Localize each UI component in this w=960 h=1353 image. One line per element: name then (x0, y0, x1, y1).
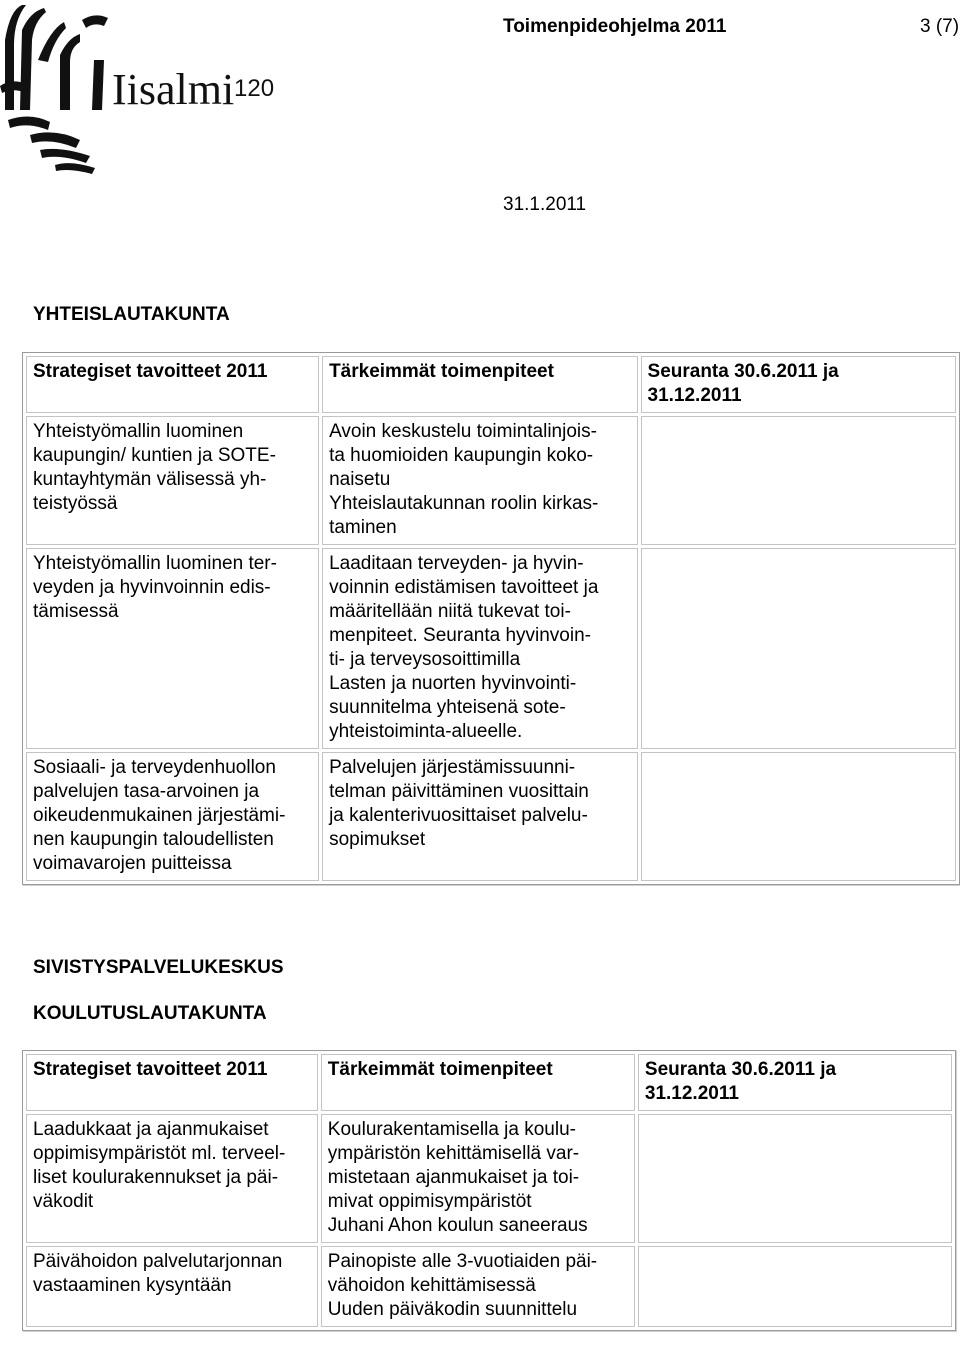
svg-text:120: 120 (234, 75, 275, 102)
page-number: 3 (7) (920, 16, 960, 37)
table-row (26, 1114, 952, 1243)
followup-cell (641, 548, 956, 749)
table-row (26, 1246, 952, 1327)
column-header-actions: Tärkeimmät toimenpiteet (322, 356, 637, 413)
followup-cell (641, 416, 956, 545)
goal-cell: Yhteistyömallin luominen kaupungin/ kuntien ja SOTE- kuntayhtymän välisessä yh- teistyössä (26, 416, 319, 545)
goal-cell: Yhteistyömallin luominen ter- veyden ja hyvinvoinnin edis- tämisessä (26, 548, 319, 749)
table-header-row (26, 356, 956, 413)
document-date: 31.1.2011 (503, 194, 587, 215)
column-header-followup: Seuranta 30.6.2011 ja 31.12.2011 (638, 1054, 952, 1111)
city-logo (0, 0, 278, 178)
section-title-yhteislautakunta: YHTEISLAUTAKUNTA (33, 304, 230, 325)
koulutuslautakunta-table (22, 1050, 956, 1331)
actions-cell: Avoin keskustelu toimintalinjois- ta huomioiden kaupungin koko- naisetu Yhteislautakunnan roolin kirkas- taminen (322, 416, 637, 545)
section-subtitle-koulutuslautakunta: KOULUTUSLAUTAKUNTA (33, 1003, 267, 1024)
goal-cell: Päivähoidon palvelutarjonnan vastaaminen kysyntään (26, 1246, 318, 1327)
document-title: Toimenpideohjelma 2011 (503, 16, 727, 37)
column-header-actions: Tärkeimmät toimenpiteet (321, 1054, 635, 1111)
table-header-row (26, 1054, 952, 1111)
followup-cell (638, 1246, 952, 1327)
actions-cell: Painopiste alle 3-vuotiaiden päi- vähoidon kehittämisessä Uuden päiväkodin suunnittelu (321, 1246, 635, 1327)
svg-text:Iisalmi: Iisalmi (112, 65, 235, 114)
column-header-followup: Seuranta 30.6.2011 ja 31.12.2011 (641, 356, 956, 413)
section-title-sivistyspalvelukeskus: SIVISTYSPALVELUKESKUS (33, 957, 284, 978)
column-header-goals: Strategiset tavoitteet 2011 (26, 356, 319, 413)
actions-cell: Laaditaan terveyden- ja hyvin- voinnin edistämisen tavoitteet ja määritellään niitä tukevat toi- menpiteet. Seuranta hyvinvoin- ti- ja terveysosoittimilla Lasten ja nuorten hyvinvointi- suunnitelma yhteisenä sote- yhteistoiminta-alueelle. (322, 548, 637, 749)
yhteislautakunta-table (22, 352, 960, 885)
followup-cell (638, 1114, 952, 1243)
table-row (26, 752, 956, 881)
goal-cell: Sosiaali- ja terveydenhuollon palvelujen tasa-arvoinen ja oikeudenmukainen järjestämi- nen kaupungin taloudellisten voimavarojen puitteissa (26, 752, 319, 881)
column-header-goals: Strategiset tavoitteet 2011 (26, 1054, 318, 1111)
actions-cell: Palvelujen järjestämissuunni- telman päivittäminen vuosittain ja kalenterivuosittaiset palvelu- sopimukset (322, 752, 637, 881)
table-row (26, 548, 956, 749)
followup-cell (641, 752, 956, 881)
actions-cell: Koulurakentamisella ja koulu- ympäristön kehittämisellä var- mistetaan ajanmukaiset ja toi- mivat oppimisympäristöt Juhani Ahon koulun saneeraus (321, 1114, 635, 1243)
goal-cell: Laadukkaat ja ajanmukaiset oppimisympäristöt ml. terveel- liset koulurakennukset ja päi- väkodit (26, 1114, 318, 1243)
table-row (26, 416, 956, 545)
